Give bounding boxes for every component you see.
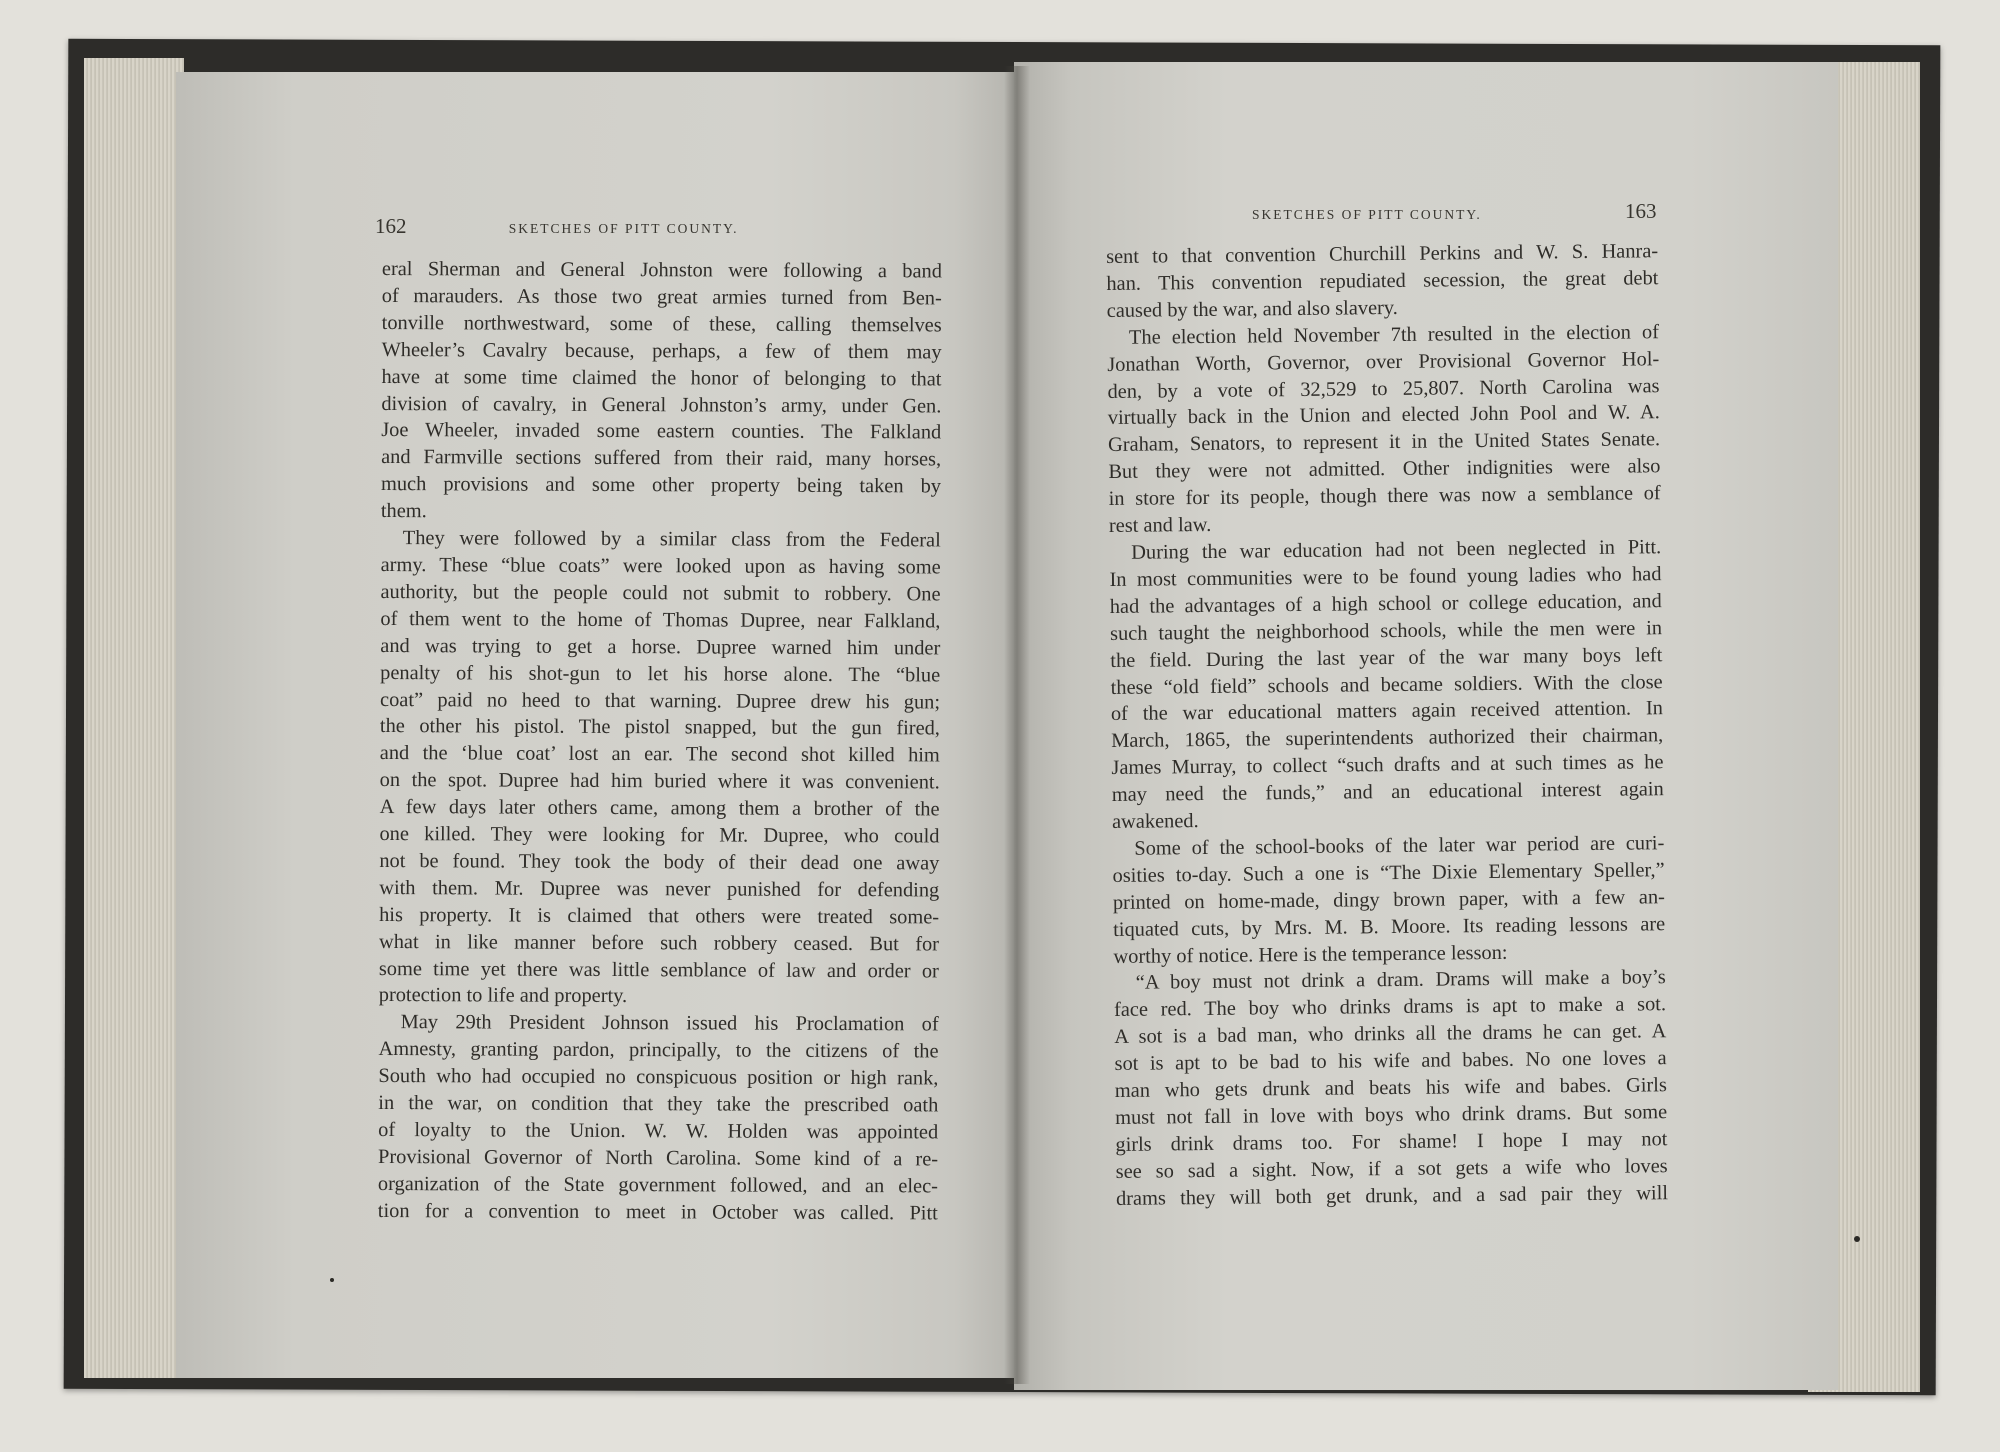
text-line: han. This convention repudiated secession, the great debt: [1106, 267, 1659, 295]
text-line: not be found. They took the body of their dead one away: [379, 849, 940, 875]
text-line: Wheeler’s Cavalry because, perhaps, a few of them may: [381, 338, 942, 364]
text-line: During the war education had not been neglected in Pitt.: [1131, 536, 1662, 564]
text-line: and Farmville sections suffered from their raid, many horses,: [381, 446, 942, 471]
text-line: of marauders. As those two great armies turned from Ben-: [381, 284, 942, 310]
text-line: sot is apt to be bad to his wife and babes. No one loves a: [1114, 1047, 1667, 1076]
text-line: A few days later others came, among them a brother of the: [379, 796, 940, 821]
text-line: may need the funds,” and an educational interest again: [1111, 778, 1664, 807]
text-line: the other his pistol. The pistol snapped, but the gun fired,: [379, 715, 940, 740]
text-line: one killed. They were looking for Mr. Dupree, who could: [379, 823, 940, 848]
text-line: Some of the school-books of the later war period are curi-: [1134, 832, 1665, 860]
text-line: protection to life and property.: [378, 984, 628, 1008]
text-line: his property. It is claimed that others were treated some-: [379, 903, 940, 929]
text-line: den, by a vote of 32,529 to 25,807. North Carolina was: [1107, 374, 1660, 403]
text-line: drams they will both get drunk, and a sad pair they will: [1115, 1181, 1669, 1210]
text-line: Graham, Senators, to represent it in the United States Senate.: [1107, 428, 1661, 457]
text-line: of them went to the home of Thomas Dupree, near Falkland,: [380, 607, 941, 633]
text-line: in store for its people, though there was now a semblance of: [1108, 482, 1661, 511]
text-line: In most communities were to be found young ladies who had: [1109, 563, 1662, 591]
text-line: had the advantages of a high school or college education, and: [1109, 589, 1662, 618]
text-line: awakened.: [1111, 810, 1199, 833]
text-line: penalty of his shot-gun to let his horse alone. The “blue: [380, 661, 941, 687]
book-gutter: [1004, 66, 1030, 1384]
text-line: such taught the neighborhood schools, while the men were in: [1109, 616, 1663, 645]
text-line: The election held November 7th resulted in the election of: [1128, 320, 1660, 349]
text-line: tion for a convention to meet in October was called. Pitt: [377, 1199, 938, 1225]
text-line: girls drink drams too. For shame! I hope I may not: [1115, 1128, 1668, 1156]
text-line: in the war, on condition that they take the prescribed oath: [378, 1092, 939, 1117]
text-line: Jonathan Worth, Governor, over Provisional Governor Hol-: [1107, 347, 1660, 376]
text-line: of loyalty to the Union. W. W. Holden was appointed: [378, 1118, 939, 1144]
text-line: with them. Mr. Dupree was never punished for defending: [379, 876, 940, 902]
text-line: March, 1865, the superintendents authorized their chairman,: [1111, 724, 1664, 753]
text-line: the field. During the last year of the war many boys left: [1110, 643, 1663, 672]
text-line: these “old field” schools and became soldiers. With the close: [1110, 670, 1663, 699]
text-line: sent to that convention Churchill Perkins and W. S. Hanra-: [1106, 240, 1659, 268]
text-line: on the spot. Dupree had him buried where it was convenient.: [379, 769, 940, 794]
text-line: Amnesty, granting pardon, principally, to the citizens of the: [378, 1038, 939, 1063]
text-line: Provisional Governor of North Carolina. Some kind of a re-: [378, 1145, 939, 1171]
text-line: authority, but the people could not submit to robbery. One: [380, 580, 941, 606]
text-line: May 29th President Johnson issued his Proclamation of: [400, 1011, 939, 1036]
text-line: them.: [380, 500, 427, 523]
text-line: face red. The boy who drinks drams is apt to make a sot.: [1113, 993, 1667, 1022]
text-line: and the ‘blue coat’ lost an ear. The second shot killed him: [379, 742, 940, 767]
right-page-header: [1252, 199, 1672, 224]
text-line: some time yet there was little semblance of law and order or: [378, 957, 939, 982]
text-line: They were followed by a similar class from the Federal: [402, 527, 941, 552]
text-line: virtually back in the Union and elected John Pool and W. A.: [1107, 401, 1660, 430]
right-page-number: 163: [1625, 199, 1657, 223]
right-page-body: [1106, 238, 1668, 1212]
text-line: South who had occupied no conspicuous position or high rank,: [378, 1065, 939, 1090]
left-page-number: 162: [375, 214, 407, 238]
text-line: coat” paid no heed to that warning. Dupree drew his gun;: [380, 688, 941, 713]
text-line: Joe Wheeler, invaded some eastern counties. The Falkland: [381, 419, 942, 444]
left-page-header: [375, 214, 785, 239]
text-line: much provisions and some other property being taken by: [380, 473, 942, 498]
left-page-body: [378, 256, 942, 1227]
text-line: must not fall in love with boys who drink drams. But some: [1115, 1101, 1668, 1129]
text-line: But they were not admitted. Other indignities were also: [1108, 455, 1661, 484]
text-line: “A boy must not drink a dram. Drams will make a boy’s: [1135, 966, 1666, 995]
text-line: caused by the war, and also slavery.: [1106, 296, 1398, 322]
text-line: organization of the State government followed, and an elec-: [377, 1172, 938, 1198]
paper-speck: [330, 1278, 334, 1282]
text-line: army. These “blue coats” were looked upon as having some: [380, 553, 941, 579]
text-line: man who gets drunk and beats his wife and babes. Girls: [1114, 1074, 1667, 1103]
text-line: what in like manner before such robbery ceased. But for: [378, 930, 940, 956]
text-line: A sot is a bad man, who drinks all the drams he can get. A: [1114, 1020, 1667, 1049]
left-running-head: SKETCHES OF PITT COUNTY.: [508, 221, 739, 236]
text-line: tiquated cuts, by Mrs. M. B. Moore. Its reading lessons are: [1113, 912, 1666, 941]
text-line: printed on home-made, dingy brown paper, with a few an-: [1112, 885, 1665, 914]
text-line: James Murray, to collect “such drafts and at such times as he: [1111, 751, 1664, 780]
text-line: have at some time claimed the honor of belonging to that: [381, 365, 942, 391]
text-line: division of cavalry, in General Johnston’s army, under Gen.: [381, 392, 942, 417]
text-line: osities to-day. Such a one is “The Dixie Elementary Speller,”: [1112, 859, 1665, 887]
right-running-head: SKETCHES OF PITT COUNTY.: [1252, 207, 1482, 222]
text-line: worthy of notice. Here is the temperance lesson:: [1113, 941, 1508, 968]
text-line: see so sad a sight. Now, if a sot gets a wife who loves: [1115, 1154, 1668, 1183]
page-edges-left: [84, 58, 184, 1378]
text-line: eral Sherman and General Johnston were following a band: [381, 257, 942, 283]
text-line: rest and law.: [1108, 513, 1212, 538]
text-line: and was trying to get a horse. Dupree warned him under: [380, 634, 941, 660]
text-line: of the war educational matters again received attention. In: [1110, 697, 1664, 726]
text-line: tonville northwestward, some of these, calling themselves: [381, 311, 942, 337]
paper-speck: [1854, 1236, 1860, 1242]
